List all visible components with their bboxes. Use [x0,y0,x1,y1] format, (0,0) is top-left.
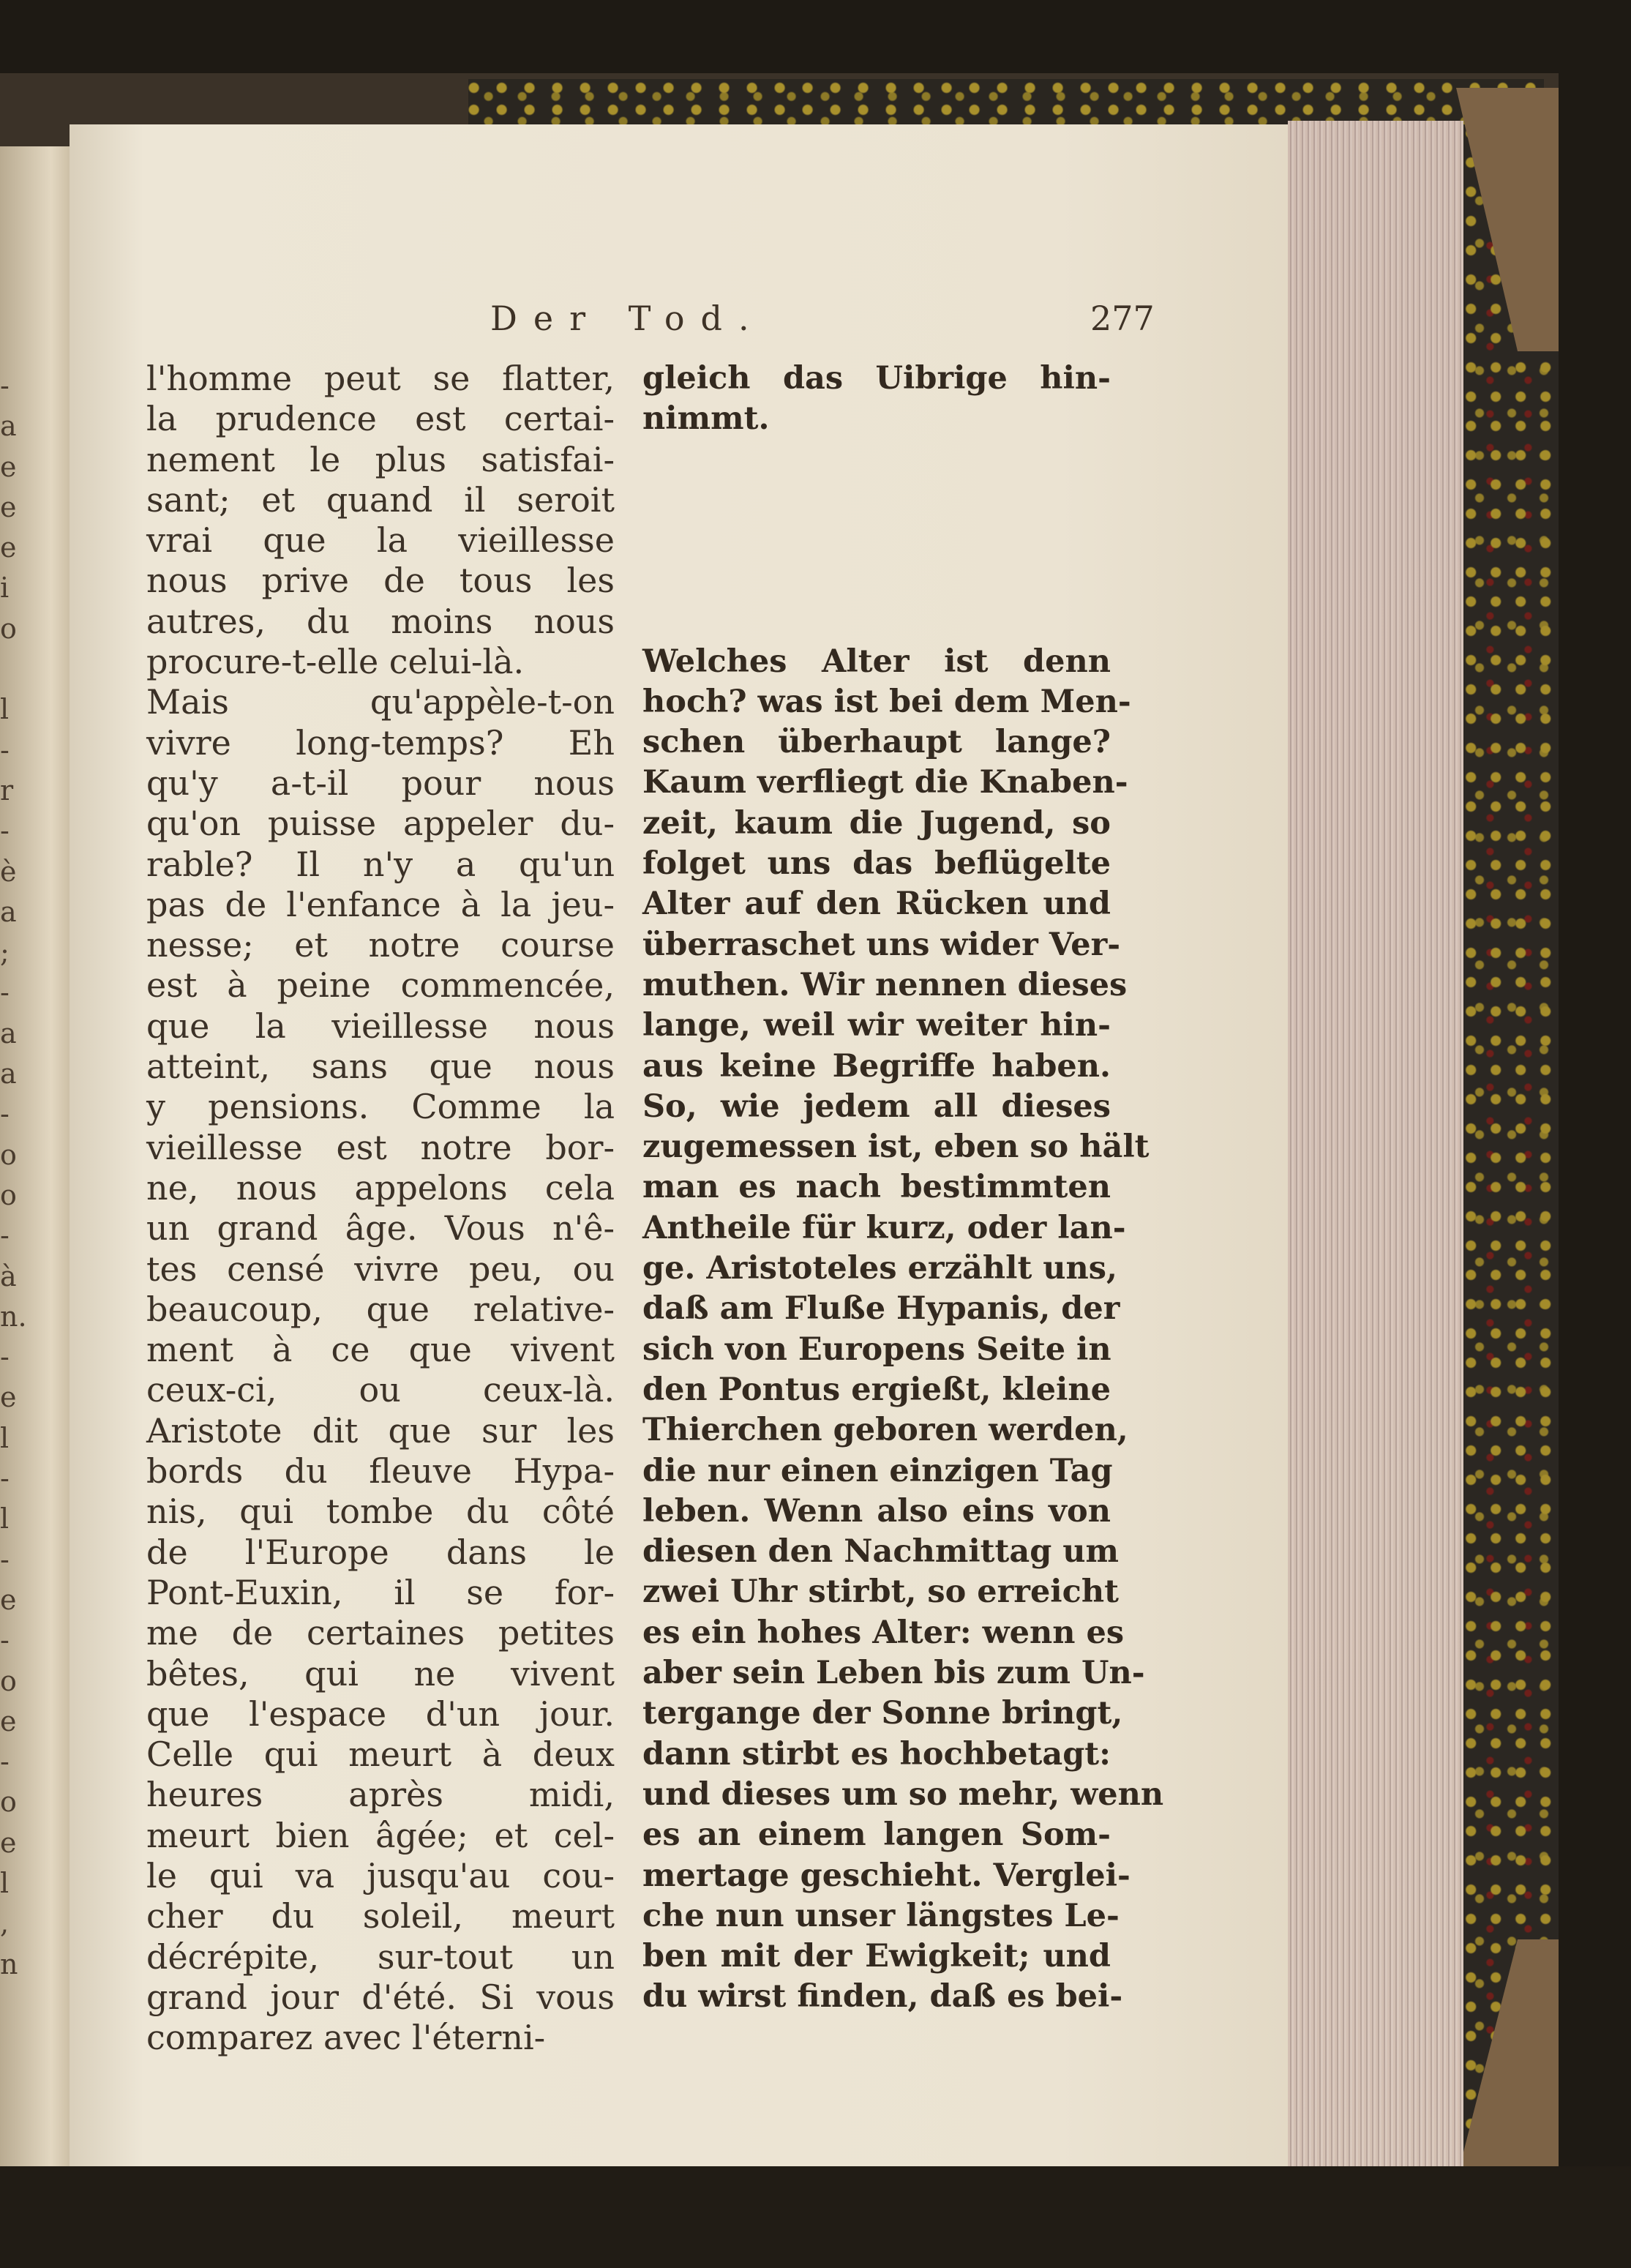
text-line: Aristote dit que sur les [146,1410,615,1451]
fragment-glyph: - [0,976,10,1009]
text-line: nement le plus satisfai- [146,439,615,479]
fragment-glyph: l [0,1421,10,1454]
text-line: Celle qui meurt à deux [146,1734,615,1775]
text-line: la prudence est certai- [146,399,615,439]
text-line: che nun unser längstes Le- [642,1897,1120,1934]
text-line: und dieses um so mehr, wenn [642,1775,1164,1813]
fragment-glyph: n. [0,1300,27,1333]
text-line: vivre long-temps? Eh [146,722,615,763]
text-line: comparez avec l'éterni- [146,2018,546,2058]
fragment-glyph: - [0,1624,10,1657]
page-edges-tint [1288,121,1463,2166]
text-line: que la vieillesse nous [146,1006,615,1046]
text-line: die nur einen einzigen Tag [642,1452,1113,1489]
text-line: Thierchen geboren werden, [642,1412,1128,1449]
fragment-glyph: - [0,1341,10,1374]
facing-page-fragments [0,366,27,1985]
fragment-glyph: - [0,815,10,847]
fragment-glyph: e [0,1583,17,1616]
text-line: décrépite, sur-tout un [146,1936,615,1977]
fragment-glyph: e [0,490,17,523]
marbled-cover-right [1463,124,1559,2152]
text-line: Welches Alter ist denn [642,643,1111,680]
text-line: y pensions. Comme la [146,1087,615,1127]
bottom-shadow [0,2166,1631,2268]
text-line: ceux-ci, ou ceux-là. [146,1370,615,1410]
fragment-glyph: a [0,895,17,928]
fragment-glyph: a [0,1058,17,1090]
fragment-glyph: n [0,1947,18,1980]
text-line: diesen den Nachmittag um [642,1533,1120,1571]
text-line: le qui va jusqu'au cou- [146,1855,615,1895]
fragment-glyph: r [0,774,14,806]
fragment-glyph: l [0,1866,10,1899]
text-line: nis, qui tombe du côté [146,1492,615,1532]
running-header [146,299,1155,343]
fragment-glyph: a [0,410,17,443]
text-line: zeit, kaum die Jugend, so [642,804,1111,842]
text-line: l'homme peut se flatter, [146,359,615,398]
fragment-glyph: - [0,370,10,402]
column-gap [642,440,1111,642]
fragment-glyph: - [0,733,10,766]
fragment-glyph: i [0,572,10,605]
text-line: den Pontus ergießt, kleine [642,1371,1111,1408]
fragment-glyph: o [0,1786,17,1819]
fragment-glyph: o [0,1138,17,1171]
text-line: tes censé vivre peu, ou [146,1249,615,1289]
fragment-glyph: l [0,693,10,726]
text-line: aus keine Begriffe haben. [642,1047,1111,1085]
fragment-glyph: o [0,1178,17,1211]
text-line: de l'Europe dans le [146,1532,615,1572]
text-line: qu'on puisse appeler du- [146,804,615,844]
text-line: rable? Il n'y a qu'un [146,844,615,884]
text-line: que l'espace d'un jour. [146,1693,615,1734]
text-line: cher du soleil, meurt [146,1896,615,1936]
text-line: dann stirbt es hochbetagt: [642,1735,1111,1773]
text-line: vieillesse est notre bor- [146,1127,615,1167]
text-line: ge. Aristoteles erzählt uns, [642,1250,1117,1287]
text-line: So, wie jedem all dieses [642,1088,1111,1125]
fragment-glyph: - [0,1462,10,1495]
fragment-glyph: - [0,1543,10,1576]
text-line: meurt bien âgée; et cel- [146,1815,615,1855]
fragment-glyph: ; [0,936,10,969]
text-line: muthen. Wir nennen dieses [642,966,1128,1003]
text-line: ben mit der Ewigkeit; und [642,1938,1111,1975]
fragment-glyph: è [0,855,17,888]
fragment-glyph: e [0,450,17,483]
text-line: folget uns das beflügelte [642,845,1111,883]
text-line: gleich das Uibrige hin- [642,360,1111,397]
text-line: tergange der Sonne bringt, [642,1695,1123,1732]
german-column [642,359,1164,2018]
text-line: beaucoup, que relative- [146,1289,615,1329]
text-line: du wirst finden, daß es bei- [642,1978,1123,2016]
text-line: atteint, sans que nous [146,1047,615,1087]
text-line: Mais qu'appèle-t-on [146,682,615,722]
text-line: vrai que la vieillesse [146,520,615,561]
running-title: Der Tod. [490,299,765,338]
french-column [146,359,615,2058]
fragment-glyph: e [0,1704,17,1737]
text-line: schen überhaupt lange? [642,724,1111,761]
text-line: nesse; et notre course [146,925,615,965]
text-line: es an einem langen Som- [642,1816,1111,1854]
text-line: est à peine commencée, [146,965,615,1006]
text-line: Alter auf den Rücken und [642,886,1111,923]
fragment-glyph: , [0,1907,10,1940]
text-line: nimmt. [642,400,770,438]
text-line: qu'y a-t-il pour nous [146,763,615,803]
text-line: lange, weil wir weiter hin- [642,1007,1111,1044]
text-line: pas de l'enfance à la jeu- [146,884,615,924]
fragment-glyph: a [0,1017,17,1049]
text-line: es ein hohes Alter: wenn es [642,1614,1125,1651]
text-line: man es nach bestimmten [642,1169,1111,1206]
text-line: hoch? was ist bei dem Men- [642,683,1131,720]
text-line: grand jour d'été. Si vous [146,1977,615,2017]
fragment-glyph: - [0,1745,10,1778]
fragment-glyph: o [0,612,17,645]
text-line: ne, nous appelons cela [146,1167,615,1208]
fragment-glyph: o [0,1664,17,1697]
text-line: überraschet uns wider Ver- [642,926,1121,963]
text-line: me de certaines petites [146,1613,615,1653]
text-line: ment à ce que vivent [146,1330,615,1370]
text-line: leben. Wenn also eins von [642,1492,1111,1530]
text-line: autres, du moins nous [146,601,615,641]
text-line: procure-t-elle celui-là. [146,642,525,682]
page-number: 277 [1090,299,1155,338]
fragment-glyph [0,649,20,689]
text-line: zwei Uhr stirbt, so erreicht [642,1573,1119,1611]
text-line: heures après midi, [146,1775,615,1815]
text-line: bords du fleuve Hypa- [146,1451,615,1492]
text-line: Pont-Euxin, il se for- [146,1572,615,1612]
text-line: nous prive de tous les [146,561,615,601]
text-line: daß am Fluße Hypanis, der [642,1290,1120,1328]
text-line: zugemessen ist, eben so hält [642,1129,1150,1166]
text-line: Kaum verfliegt die Knaben- [642,764,1128,801]
fragment-glyph: - [0,1098,10,1131]
fragment-glyph: e [0,1826,17,1859]
fragment-glyph: e [0,531,17,564]
text-line: Antheile für kurz, oder lan- [642,1209,1126,1246]
text-line: bêtes, qui ne vivent [146,1653,615,1693]
text-line: un grand âge. Vous n'ê- [146,1208,615,1249]
fragment-glyph: à [0,1260,17,1292]
fragment-glyph: - [0,1219,10,1252]
fragment-glyph: e [0,1381,17,1414]
fragment-glyph: l [0,1502,10,1535]
text-line: aber sein Leben bis zum Un- [642,1655,1145,1692]
text-line: sant; et quand il seroit [146,479,615,520]
text-line: sich von Europens Seite in [642,1331,1111,1368]
text-line: mertage geschieht. Verglei- [642,1857,1131,1894]
